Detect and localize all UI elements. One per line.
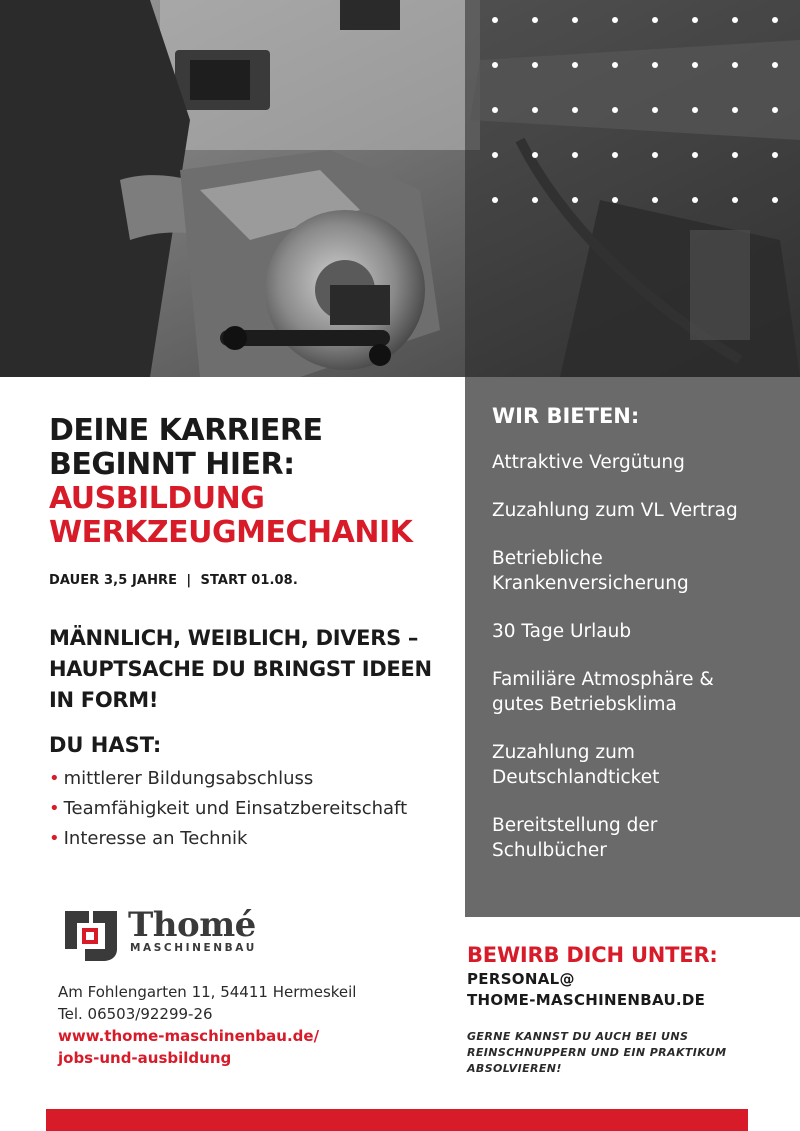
decor-dot — [532, 107, 538, 113]
decor-dot — [492, 197, 498, 203]
decor-dot — [572, 152, 578, 158]
apply-email[interactable] — [467, 969, 787, 1011]
apply-email-line-2[interactable]: THOME-MASCHINENBAU.DE — [467, 991, 706, 1009]
decor-dot — [652, 197, 658, 203]
offer-item: Zuzahlung zum Deutschlandticket — [492, 742, 660, 788]
decor-dot — [692, 17, 698, 23]
bullet-icon: • — [49, 768, 60, 789]
decor-dot — [652, 107, 658, 113]
decor-dot — [572, 17, 578, 23]
duration-start-info: DAUER 3,5 JAHRE | START 01.08. — [49, 573, 298, 588]
decor-dot — [732, 17, 738, 23]
logo-wordmark: Thomé — [128, 905, 256, 945]
offer-item: 30 Tage Urlaub — [492, 621, 632, 642]
offer-item: Bereitstellung der Schulbücher — [492, 815, 658, 861]
header-photo — [0, 0, 800, 377]
decor-dot — [692, 62, 698, 68]
offer-list — [492, 450, 780, 863]
offer-panel — [465, 377, 800, 917]
headline-line-3: AUSBILDUNG — [49, 481, 265, 516]
address-street: Am Fohlengarten 11, 54411 Hermeskeil — [58, 983, 357, 1001]
apply-title: BEWIRB DICH UNTER: — [467, 943, 718, 967]
diversity-subheading: MÄNNLICH, WEIBLICH, DIVERS – HAUPTSACHE DU BRINGST IDEEN IN FORM! — [49, 626, 432, 712]
company-address — [58, 981, 356, 1069]
decor-dot — [692, 197, 698, 203]
decor-dot — [732, 152, 738, 158]
decor-dot — [492, 62, 498, 68]
decor-dot — [612, 62, 618, 68]
decor-dot — [732, 197, 738, 203]
requirement-item: • mittlerer Bildungsabschluss — [49, 768, 314, 789]
decor-dot — [492, 17, 498, 23]
address-phone[interactable]: Tel. 06503/92299-26 — [58, 1005, 213, 1023]
dot-grid-decoration — [487, 12, 787, 212]
headline-line-4: WERKZEUGMECHANIK — [49, 515, 413, 550]
decor-dot — [572, 197, 578, 203]
headline-line-2: BEGINNT HIER: — [49, 447, 295, 482]
decor-dot — [492, 107, 498, 113]
requirement-item: • Teamfähigkeit und Einsatzbereitschaft — [49, 798, 408, 819]
requirement-item: • Interesse an Technik — [49, 828, 248, 849]
decor-dot — [612, 17, 618, 23]
decor-dot — [612, 152, 618, 158]
decor-dot — [652, 17, 658, 23]
decor-dot — [572, 107, 578, 113]
decor-dot — [612, 107, 618, 113]
decor-dot — [532, 197, 538, 203]
decor-dot — [532, 62, 538, 68]
decor-dot — [772, 62, 778, 68]
decor-dot — [652, 152, 658, 158]
offer-item: Zuzahlung zum VL Vertrag — [492, 500, 738, 521]
decor-dot — [532, 17, 538, 23]
footer-red-bar — [46, 1109, 748, 1131]
offer-item: Attraktive Vergütung — [492, 452, 685, 473]
decor-dot — [732, 62, 738, 68]
decor-dot — [772, 17, 778, 23]
bullet-icon: • — [49, 798, 60, 819]
careers-link-line-2[interactable]: jobs-und-ausbildung — [58, 1049, 232, 1067]
apply-email-line-1[interactable]: PERSONAL@ — [467, 970, 575, 988]
offer-title: WIR BIETEN: — [492, 404, 640, 428]
headline-line-1: DEINE KARRIERE — [49, 413, 323, 448]
decor-dot — [612, 197, 618, 203]
page-headline — [49, 414, 454, 550]
company-logo — [63, 905, 293, 965]
offer-item: Familiäre Atmosphäre & gutes Betriebsklima — [492, 669, 714, 715]
logo-subtitle: MASCHINENBAU — [130, 942, 257, 954]
requirements-list — [49, 764, 407, 854]
decor-dot — [572, 62, 578, 68]
thome-logo-mark — [63, 909, 119, 963]
internship-note: GERNE KANNST DU AUCH BEI UNS REINSCHNUPPERN UND EIN PRAKTIKUM ABSOLVIEREN! — [467, 1030, 727, 1075]
decor-dot — [652, 62, 658, 68]
decor-dot — [492, 152, 498, 158]
decor-dot — [692, 107, 698, 113]
decor-dot — [692, 152, 698, 158]
decor-dot — [732, 107, 738, 113]
careers-link-line-1[interactable]: www.thome-maschinenbau.de/ — [58, 1027, 320, 1045]
decor-dot — [532, 152, 538, 158]
decor-dot — [772, 197, 778, 203]
decor-dot — [772, 152, 778, 158]
bullet-icon: • — [49, 828, 60, 849]
offer-item: Betriebliche Krankenversicherung — [492, 548, 689, 594]
decor-dot — [772, 107, 778, 113]
requirements-title: DU HAST: — [49, 733, 162, 757]
apply-section — [467, 943, 787, 1077]
